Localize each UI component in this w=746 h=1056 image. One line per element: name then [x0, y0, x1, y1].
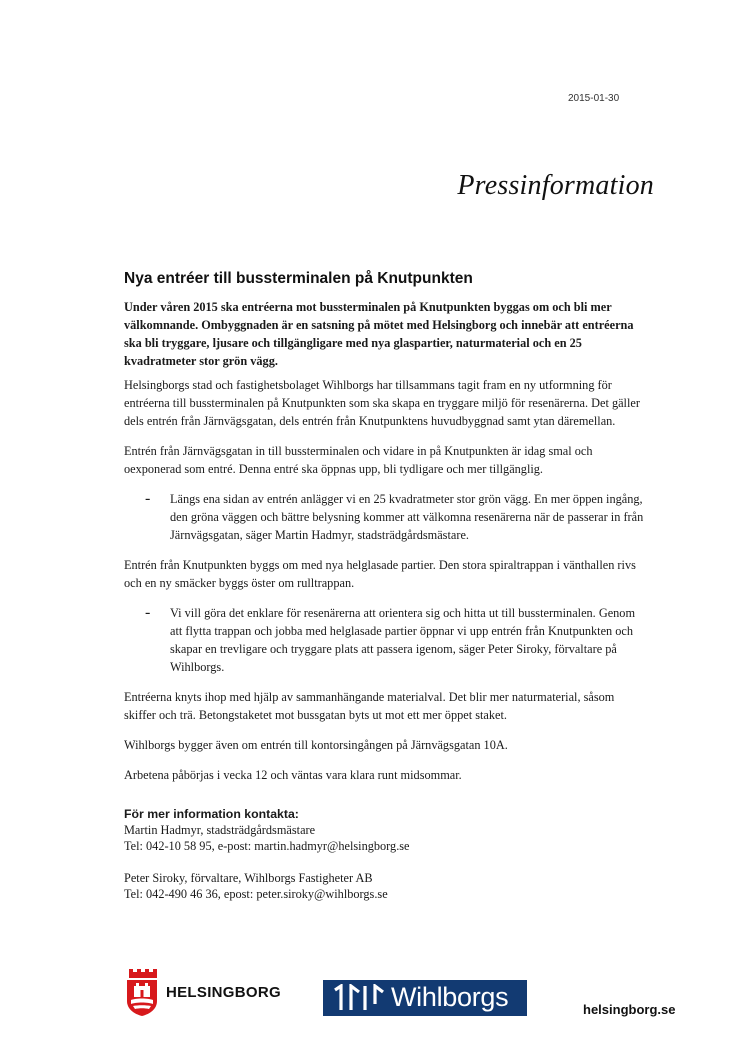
quote-block [124, 490, 644, 544]
paragraph: Entrén från Järnvägsgatan in till bussterminalen och vidare in på Knutpunkten är idag smal och oexponerad som entré. Denna entré ska öppnas upp, bli tydligare och mer tillgänglig. [124, 444, 593, 476]
document-date: 2015-01-30 [568, 93, 620, 104]
quote-block [124, 604, 644, 676]
quote-text: Vi vill göra det enklare för resenärerna att orientera sig och hitta ut till bussterminalen. Genom att flytta trappan och jobba med helglasade partier öppnar vi upp entrén från Knutpunkten och skapar en trevligare och tryggare plats att passera igenom, säger Peter Siroky, förvaltare på Wihlborgs. [170, 606, 636, 674]
contact-name: Peter Siroky, förvaltare, Wihlborgs Fastigheter AB [124, 871, 373, 885]
paragraph: Entrén från Knutpunkten byggs om med nya helglasade partier. Den stora spiraltrappan i vänthallen rivs och en ny smäcker byggs öster om rulltrappan. [124, 558, 636, 590]
quote-dash: - [145, 490, 151, 507]
article-title: Nya entréer till bussterminalen på Knutpunkten [124, 270, 473, 287]
quote-text: Längs ena sidan av entrén anlägger vi en 25 kvadratmeter stor grön vägg. En mer öppen ingång, den gröna väggen och bättre belysning kommer att välkomna resenärerna när de passerar in från Järnvägsgatan, säger Martin Hadmyr, stadsträdgårdsmästare. [170, 492, 644, 542]
helsingborg-crest-icon [124, 967, 160, 1017]
paragraph: Wihlborgs bygger även om entrén till kontorsingången på Järnvägsgatan 10A. [124, 738, 508, 752]
paragraph: Arbetena påbörjas i vecka 12 och väntas vara klara runt midsommar. [124, 768, 462, 782]
contact-details: Tel: 042-10 58 95, e-post: martin.hadmyr@helsingborg.se [124, 839, 410, 853]
contact-details: Tel: 042-490 46 36, epost: peter.siroky@wihlborgs.se [124, 887, 388, 901]
wihlborgs-logo [323, 980, 527, 1016]
paragraph: Helsingborgs stad och fastighetsbolaget Wihlborgs har tillsammans tagit fram en ny utformning för entréerna till bussterminalen på Knutpunkten som ska skapa en tryggare miljö för resenärerna. Det gäller dels entrén från Järnvägsgatan, dels entrén från Knutpunktens huvudbyggnad samt ytan däremellan. [124, 378, 640, 428]
paragraph: Entréerna knyts ihop med hjälp av sammanhängande materialval. Det blir mer naturmaterial, såsom skiffer och trä. Betongstaketet mot bussgatan byts ut mot ett mer öppet staket. [124, 690, 615, 722]
contact-name: Martin Hadmyr, stadsträdgårdsmästare [124, 823, 316, 837]
contact-section [124, 806, 644, 902]
wihlborgs-symbol-icon [331, 984, 387, 1012]
website-link[interactable]: helsingborg.se [583, 1002, 676, 1017]
wihlborgs-logo-text: Wihlborgs [391, 982, 509, 1012]
helsingborg-logo-text: HELSINGBORG [166, 984, 281, 1001]
contact-heading: För mer information kontakta: [124, 807, 299, 821]
article [124, 270, 644, 902]
document-type-heading: Pressinformation [457, 170, 654, 201]
article-lead: Under våren 2015 ska entréerna mot bussterminalen på Knutpunkten byggas om och bli mer välkomnande. Ombyggnaden är en satsning på mötet med Helsingborg och innebär att entréerna ska bli tryggare, ljusare och tillgängligare med nya glaspartier, naturmaterial och en 25 kvadratmeter stor grön vägg. [124, 300, 634, 368]
quote-dash: - [145, 604, 151, 621]
